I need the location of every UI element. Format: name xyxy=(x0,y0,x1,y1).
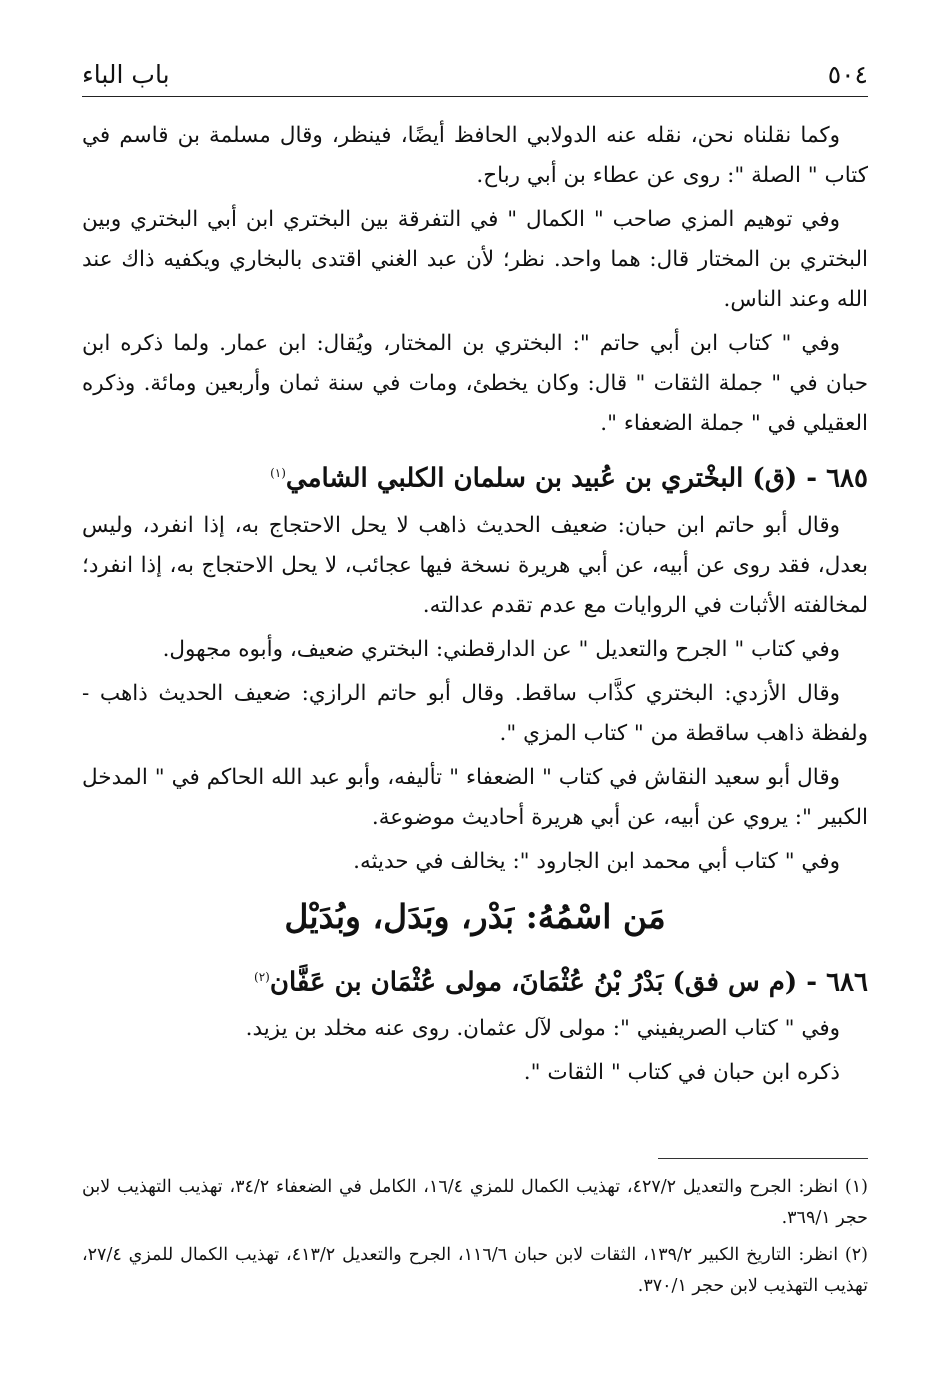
entry-heading-686 xyxy=(82,952,868,1008)
footnote: (١) انظر: الجرح والتعديل ٤٢٧/٢، تهذيب الكمال للمزي ١٦/٤، الكامل في الضعفاء ٣٤/٢، تهذيب التهذيب لابن حجر ٣٦٩/١. xyxy=(82,1177,868,1228)
page-number: ٥٠٤ xyxy=(827,60,868,89)
entry-heading-685 xyxy=(82,448,868,504)
paragraph: وقال أبو سعيد النقاش في كتاب " الضعفاء " تأليفه، وأبو عبد الله الحاكم في " المدخل الكبير ": يروي عن أبيه، عن أبي هريرة أحاديث موضوعة. xyxy=(82,764,868,830)
page-body xyxy=(82,116,868,1097)
footnotes xyxy=(82,1172,868,1308)
paragraph: وفي توهيم المزي صاحب " الكمال " في التفرقة بين البختري ابن أبي البختري وبين البختري بن المختار قال: هما واحد. نظر؛ لأن عبد الغني اقتدى بالبخاري ويكفيه ذاك عند الله وعند الناس. xyxy=(82,207,868,312)
entry-heading-text: ٦٨٥ - (ق) البخْتري بن عُبيد بن سلمان الكلبي الشامي xyxy=(285,463,868,494)
section-heading: مَن اسْمُهُ: بَدْر، وبَدَل، وبُدَيْل xyxy=(284,896,666,936)
paragraph: وفي كتاب " الجرح والتعديل " عن الدارقطني: البختري ضعيف، وأبوه مجهول. xyxy=(162,636,840,662)
footnote-mark: (١) xyxy=(270,466,286,480)
paragraph: وفي " كتاب ابن أبي حاتم ": البختري بن المختار، ويُقال: ابن عمار. ولما ذكره ابن حبان في " جملة الثقات " قال: وكان يخطئ، ومات في سنة ثمان وأربعين ومائة. وذكره العقيلي في " جملة الضعفاء ". xyxy=(82,331,868,436)
entry-heading-text: ٦٨٦ - (م س فق) بَدْرُ بْنُ عُثْمَانَ، مولى عُثْمَان بن عَفَّان xyxy=(269,967,868,998)
running-title: باب الباء xyxy=(82,60,170,89)
paragraph: وفي " كتاب أبي محمد ابن الجارود ": يخالف في حديثه. xyxy=(353,848,840,874)
paragraph: وكما نقلناه نحن، نقله عنه الدولابي الحافظ أيضًا، فينظر، وقال مسلمة بن قاسم في كتاب " الصلة ": روى عن عطاء بن أبي رباح. xyxy=(82,123,868,188)
paragraph: ذكره ابن حبان في كتاب " الثقات ". xyxy=(523,1060,840,1086)
footnote-mark: (٢) xyxy=(254,969,270,984)
page-header xyxy=(82,54,868,97)
paragraph: وقال أبو حاتم ابن حبان: ضعيف الحديث ذاهب لا يحل الاحتجاج به، إذا انفرد، وليس بعدل، فقد روى عن أبيه، عن أبي هريرة نسخة فيها عجائب، لا يحل الاحتجاج به، إذا انفرد؛ لمخالفته الأثبات في الروايات مع عدم تقدم عدالته. xyxy=(82,512,868,618)
footnote: (٢) انظر: التاريخ الكبير ١٣٩/٢، الثقات لابن حبان ١١٦/٦، الجرح والتعديل ٤١٣/٢، تهذيب الكمال للمزي ٢٧/٤، تهذيب التهذيب لابن حجر ٣٧٠/١. xyxy=(82,1245,868,1296)
paragraph: وقال الأزدي: البختري كذَّاب ساقط. وقال أبو حاتم الرازي: ضعيف الحديث ذاهب - ولفظة ذاهب ساقطة من " كتاب المزي ". xyxy=(82,680,868,746)
paragraph: وفي " كتاب الصريفيني ": مولى لآل عثمان. روى عنه مخلد بن يزيد. xyxy=(245,1016,840,1042)
footnote-divider xyxy=(658,1158,868,1159)
